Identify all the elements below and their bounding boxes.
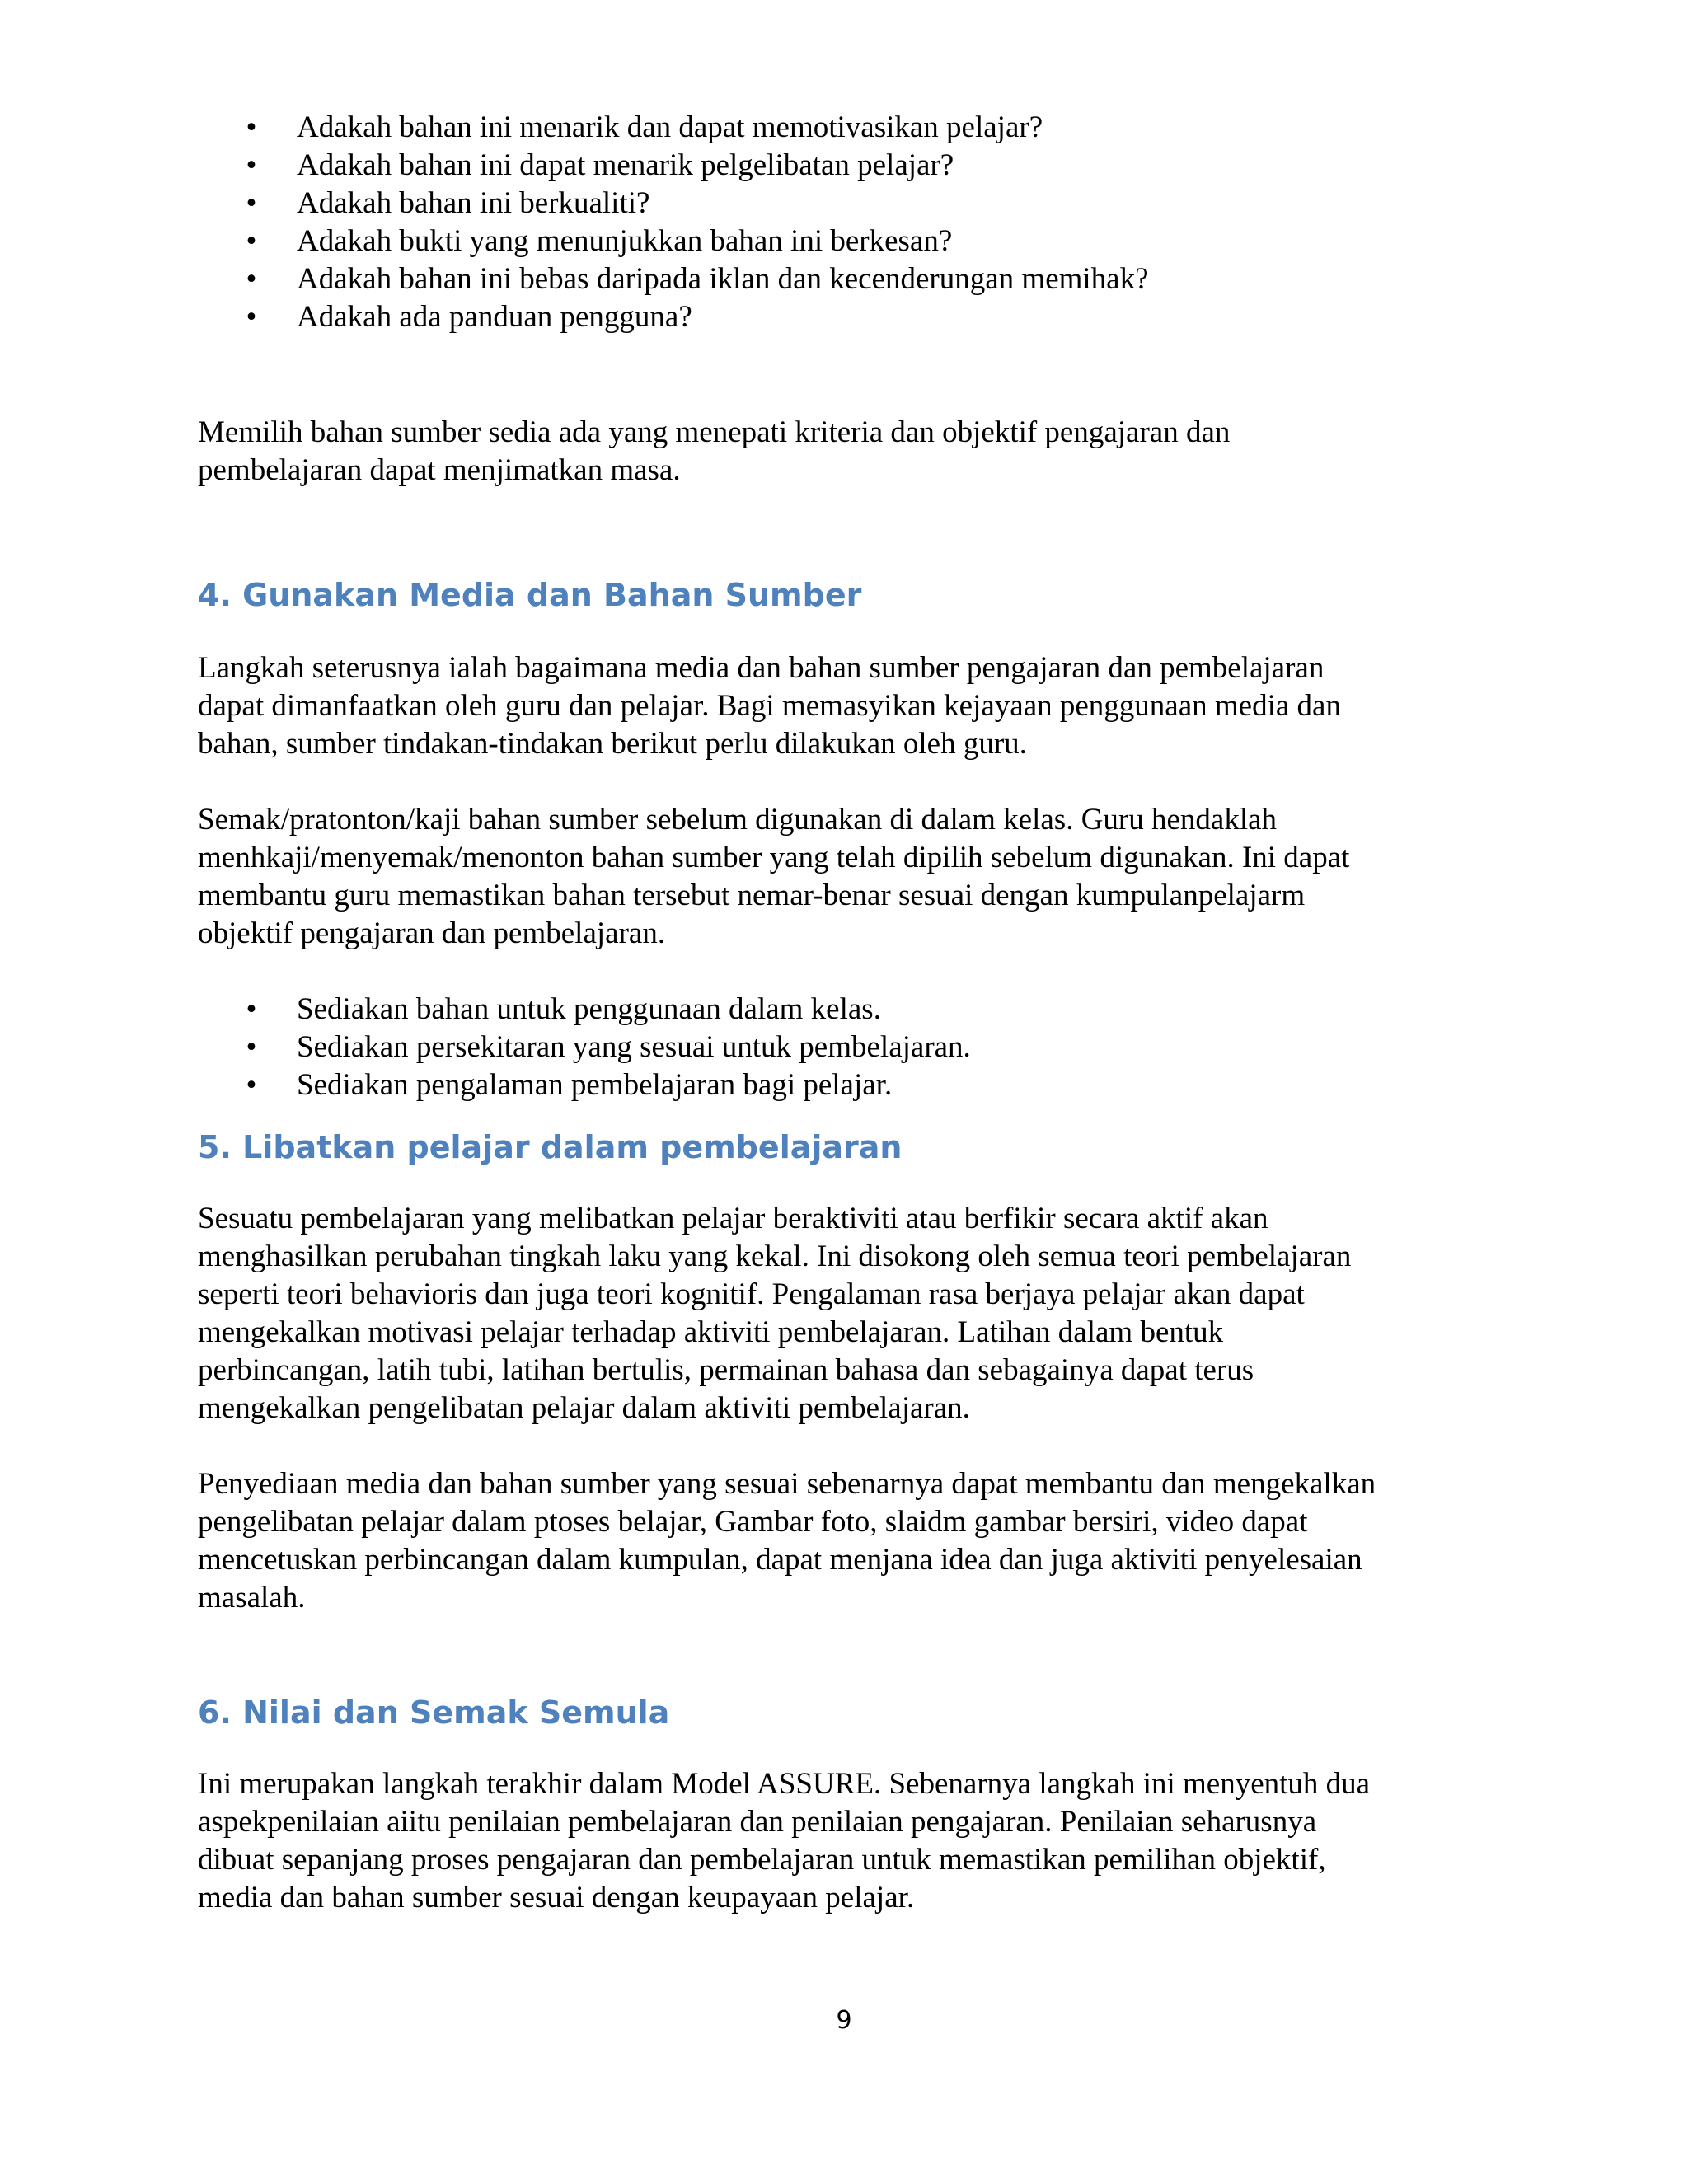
bullet-icon: • <box>246 300 257 334</box>
section4-paragraph2: Semak/pratonton/kaji bahan sumber sebelum digunakan di dalam kelas. Guru hendaklah menhkaji/menyemak/menonton bahan sumber yang telah dipilih sebelum digunakan. Ini dapat membantu guru memastikan bahan tersebut nemar-benar sesuai dengan kumpulanpelajarm objektif pengajaran dan pembelajaran. <box>198 803 1350 950</box>
bullet-icon: • <box>246 992 257 1026</box>
section4-heading: 4. Gunakan Media dan Bahan Sumber <box>198 577 862 613</box>
bullet-icon: • <box>246 262 257 296</box>
section6-heading: 6. Nilai dan Semak Semula <box>198 1694 670 1731</box>
intro-paragraph: Memilih bahan sumber sedia ada yang menepati kriteria dan objektif pengajaran dan pembelajaran dapat menjimatkan masa. <box>198 415 1231 487</box>
bullet-icon: • <box>246 186 257 220</box>
list-item: • Adakah bahan ini berkualiti? <box>198 185 1500 223</box>
bullet-icon: • <box>246 110 257 144</box>
list-item: • Sediakan persekitaran yang sesuai untuk pembelajaran. <box>198 1029 1500 1066</box>
list-item: • Adakah ada panduan pengguna? <box>198 298 1500 336</box>
list-item: • Adakah bahan ini bebas daripada iklan dan kecenderungan memihak? <box>198 260 1500 298</box>
list-item: • Adakah bahan ini dapat menarik pelgelibatan pelajar? <box>198 147 1500 185</box>
section4-paragraph1: Langkah seterusnya ialah bagaimana media dan bahan sumber pengajaran dan pembelajaran dapat dimanfaatkan oleh guru dan pelajar. Bagi memasyikan kejayaan penggunaan media dan bahan, sumber tindakan-tindakan berikut perlu dilakukan oleh guru. <box>198 651 1341 761</box>
section5-heading: 5. Libatkan pelajar dalam pembelajaran <box>198 1129 903 1165</box>
section5-paragraph2: Penyediaan media dan bahan sumber yang sesuai sebenarnya dapat membantu dan mengekalkan pengelibatan pelajar dalam ptoses belajar, Gambar foto, slaidm gambar bersiri, video dapat mencetuskan perbincangan dalam kumpulan, dapat menjana idea dan juga aktiviti penyelesaian masalah. <box>198 1467 1376 1615</box>
page-content <box>198 109 1500 1917</box>
section5-paragraph1: Sesuatu pembelajaran yang melibatkan pelajar beraktiviti atau berfikir secara aktif akan menghasilkan perubahan tingkah laku yang kekal. Ini disokong oleh semua teori pembelajaran seperti teori behavioris dan juga teori kognitif. Pengalaman rasa berjaya pelajar akan dapat mengekalkan motivasi pelajar terhadap aktiviti pembelajaran. Latihan dalam bentuk perbincangan, latih tubi, latihan bertulis, permainan bahasa dan sebagainya dapat terus mengekalkan pengelibatan pelajar dalam aktiviti pembelajaran. <box>198 1202 1352 1425</box>
list-item: • Sediakan pengalaman pembelajaran bagi pelajar. <box>198 1066 1500 1104</box>
bullet-icon: • <box>246 224 257 258</box>
list-item: • Sediakan bahan untuk penggunaan dalam kelas. <box>198 991 1500 1029</box>
bullet-icon: • <box>246 148 257 182</box>
criteria-bullet-list <box>198 109 1500 336</box>
list-item: • Adakah bukti yang menunjukkan bahan ini berkesan? <box>198 223 1500 260</box>
section4-bullet-list <box>198 991 1500 1104</box>
section6-paragraph1: Ini merupakan langkah terakhir dalam Model ASSURE. Sebenarnya langkah ini menyentuh dua aspekpenilaian aiitu penilaian pembelajaran dan penilaian pengajaran. Penilaian seharusnya dibuat sepanjang proses pengajaran dan pembelajaran untuk memastikan pemilihan objektif, media dan bahan sumber sesuai dengan keupayaan pelajar. <box>198 1767 1371 1915</box>
bullet-icon: • <box>246 1030 257 1064</box>
list-item: • Adakah bahan ini menarik dan dapat memotivasikan pelajar? <box>198 109 1500 147</box>
bullet-icon: • <box>246 1068 257 1102</box>
page-number: 9 <box>836 2006 852 2035</box>
